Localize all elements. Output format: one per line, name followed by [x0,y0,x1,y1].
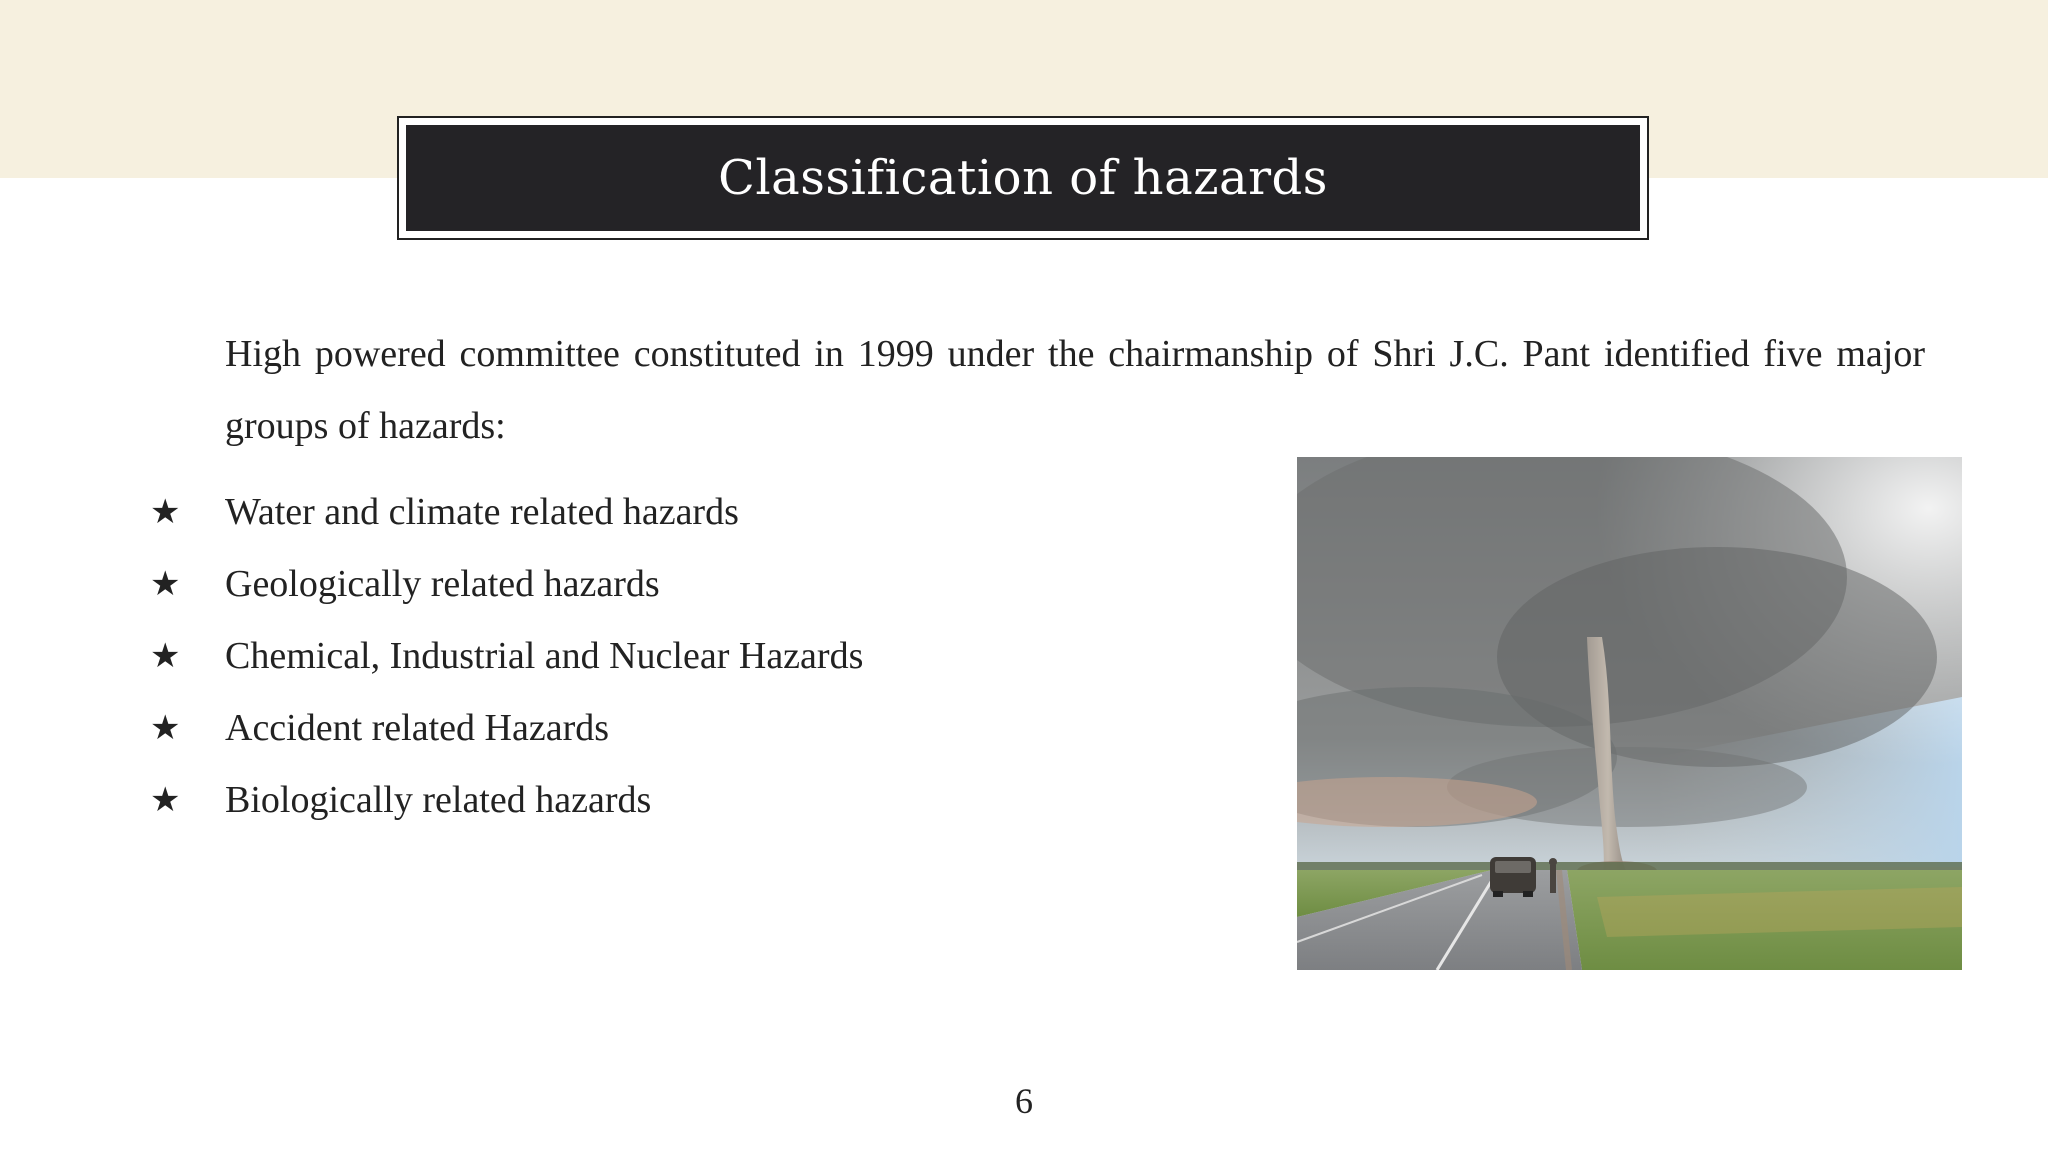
list-item-text: Accident related Hazards [225,707,610,749]
page-number: 6 [1015,1081,1033,1121]
list-item [150,476,863,548]
hazard-list [150,476,863,836]
list-item-text: Chemical, Industrial and Nuclear Hazards [225,635,864,677]
star-icon: ★ [150,636,181,676]
title-frame [397,116,1649,240]
star-icon: ★ [150,708,181,748]
title-box [406,125,1640,231]
intro-paragraph: High powered committee constituted in 1999 under the chairmanship of Shri J.C. Pant identified five major groups of hazards: [225,333,1925,447]
list-item-text: Geologically related hazards [225,563,660,605]
star-icon: ★ [150,564,181,604]
star-icon: ★ [150,492,181,532]
list-item-text: Biologically related hazards [225,779,652,821]
list-item-text: Water and climate related hazards [225,491,739,533]
slide-title: Classification of hazards [718,150,1328,206]
star-icon: ★ [150,780,181,820]
list-item [150,548,863,620]
list-item [150,692,863,764]
list-item [150,764,863,836]
tornado-photo-icon [1297,457,1962,970]
list-item [150,620,863,692]
